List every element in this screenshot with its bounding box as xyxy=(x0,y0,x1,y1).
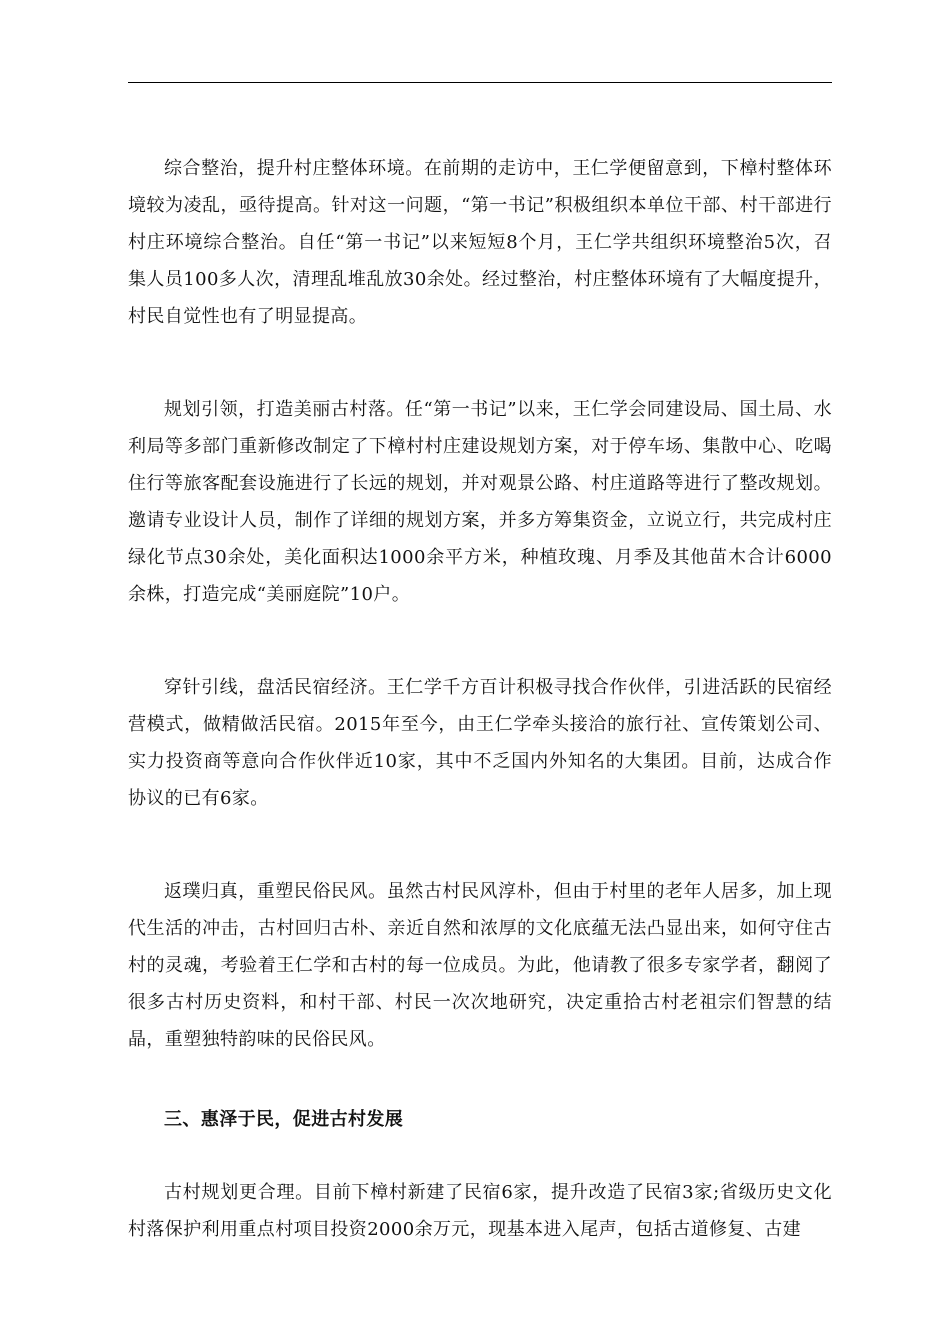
document-body xyxy=(128,150,832,1248)
paragraph-spacer xyxy=(128,613,832,669)
paragraph-homestay-economy: 穿针引线，盘活民宿经济。王仁学千方百计积极寻找合作伙伴，引进活跃的民宿经营模式，做精做活民宿。2015年至今，由王仁学牵头接洽的旅行社、宣传策划公司、实力投资商等意向合作伙伴近10家，其中不乏国内外知名的大集团。目前，达成合作协议的已有6家。 xyxy=(128,677,832,809)
paragraph-folk-customs: 返璞归真，重塑民俗民风。虽然古村民风淳朴，但由于村里的老年人居多，加上现代生活的冲击，古村回归古朴、亲近自然和浓厚的文化底蕴无法凸显出来，如何守住古村的灵魂，考验着王仁学和古村的每一位成员。为此，他请教了很多专家学者，翻阅了很多古村历史资料，和村干部、村民一次次地研究，决定重拾古村老祖宗们智慧的结晶，重塑独特韵味的民俗民风。 xyxy=(128,881,832,1050)
paragraph-village-planning: 规划引领，打造美丽古村落。任“第一书记”以来，王仁学会同建设局、国土局、水利局等多部门重新修改制定了下樟村村庄建设规划方案，对于停车场、集散中心、吃喝住行等旅客配套设施进行了长远的规划，并对观景公路、村庄道路等进行了整改规划。邀请专业设计人员，制作了详细的规划方案，并多方筹集资金，立说立行，共完成村庄绿化节点30余处，美化面积达1000余平方米，种植玫瑰、月季及其他苗木合计6000余株，打造完成“美丽庭院”10户。 xyxy=(128,399,832,605)
paragraph-spacer xyxy=(128,1058,832,1101)
paragraph-planning-results: 古村规划更合理。目前下樟村新建了民宿6家，提升改造了民宿3家;省级历史文化村落保护利用重点村项目投资2000余万元，现基本进入尾声，包括古道修复、古建 xyxy=(128,1182,832,1240)
paragraph-spacer xyxy=(128,1138,832,1174)
header-rule xyxy=(128,82,832,83)
section-heading-3: 三、惠泽于民，促进古村发展 xyxy=(164,1109,404,1130)
paragraph-spacer xyxy=(128,817,832,873)
paragraph-environment-renovation: 综合整治，提升村庄整体环境。在前期的走访中，王仁学便留意到，下樟村整体环境较为凌乱，亟待提高。针对这一问题，“第一书记”积极组织本单位干部、村干部进行村庄环境综合整治。自任“第一书记”以来短短8个月，王仁学共组织环境整治5次，召集人员100多人次，清理乱堆乱放30余处。经过整治，村庄整体环境有了大幅度提升，村民自觉性也有了明显提高。 xyxy=(128,158,832,327)
paragraph-spacer xyxy=(128,335,832,391)
